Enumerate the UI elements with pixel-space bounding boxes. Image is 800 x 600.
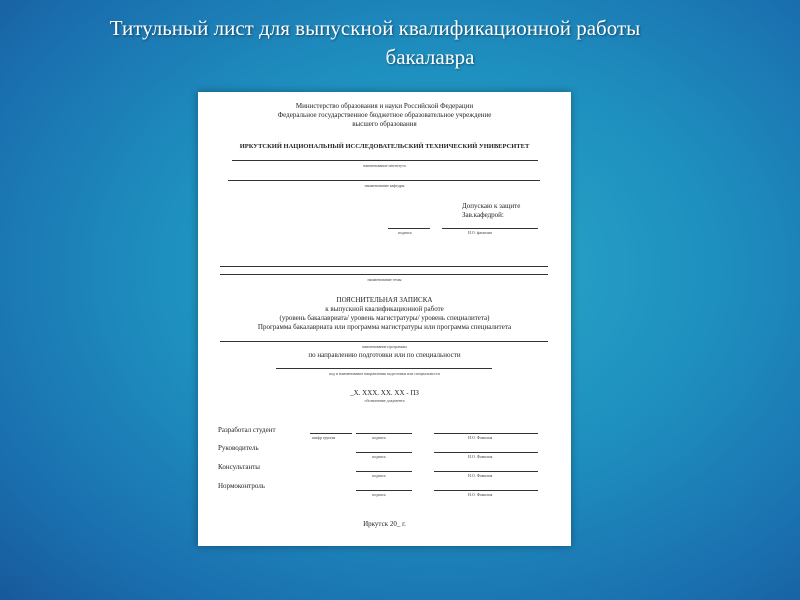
topic-line-1 [220,266,548,267]
signature-sign-line-4 [356,490,412,491]
signature-name-caption-2: И.О. Фамилия [468,454,493,459]
direction-line: по направлению подготовки или по специальности [308,351,461,359]
ministry-line-2: Федеральное государственное бюджетное образовательное учреждение [277,111,492,119]
department-line [228,180,540,181]
admit-name-line [442,228,538,229]
program-line [220,341,548,342]
direction-underline [276,368,492,369]
signature-sign-line-2 [356,452,412,453]
slide-title [0,14,800,72]
document-code: _Х. ХХХ. ХХ. ХХ - ПЗ [350,389,419,397]
signature-sign-line-3 [356,471,412,472]
group-caption: шифр группы [312,435,336,440]
signature-name-line-1 [434,433,538,434]
university-name: ИРКУТСКИЙ НАЦИОНАЛЬНЫЙ ИССЛЕДОВАТЕЛЬСКИЙ ТЕХНИЧЕСКИЙ УНИВЕРСИТЕТ [239,143,530,150]
department-caption: наименование кафедры [364,183,405,188]
signature-name-caption-3: И.О. Фамилия [468,473,493,478]
signature-sign-caption-3: подпись [372,473,386,478]
signature-sign-caption-4: подпись [372,492,386,497]
explanatory-note-line-3: (уровень бакалавриата/ уровень магистратуры/ уровень специалитета) [279,314,490,322]
explanatory-note-line-4: Программа бакалавриата или программа магистратуры или программа специалитета [257,323,512,331]
institute-caption: наименование института [363,163,406,168]
signature-name-line-3 [434,471,538,472]
signature-name-line-2 [434,452,538,453]
admit-sign-caption: подпись [398,230,412,235]
admit-sign-line [388,228,430,229]
signature-role-3: Консультанты [218,463,260,471]
city-year: Иркутск 20_ г. [363,520,406,528]
group-line [310,433,352,434]
signature-name-caption-1: И.О. Фамилия [468,435,493,440]
topic-line-2 [220,274,548,275]
explanatory-note-line-2: к выпускной квалификационной работе [325,305,444,313]
program-caption: наименование программы [362,344,407,349]
signature-role-4: Нормоконтроль [218,482,265,490]
signature-sign-caption-1: подпись [372,435,386,440]
slide-title-line2: бакалавра [385,45,475,69]
document-code-caption: обозначение документа [364,398,405,403]
signature-role-1: Разработал студент [218,426,276,434]
admit-name-caption: И.О. фамилия [468,230,492,235]
topic-caption: наименование темы [367,277,402,282]
signature-name-caption-4: И.О. Фамилия [468,492,493,497]
direction-caption: код и наименование направления подготовки или специальности [329,371,440,376]
head-of-department: Зав.кафедрой: [462,211,504,219]
slide-title-line1: Титульный лист для выпускной квалификационной работы [109,16,641,40]
explanatory-note-title: ПОЯСНИТЕЛЬНАЯ ЗАПИСКА [336,296,433,304]
title-page-document [198,92,571,546]
signature-role-2: Руководитель [218,444,259,452]
admit-to-defense: Допускаю к защите [462,202,521,210]
signature-sign-caption-2: подпись [372,454,386,459]
signature-name-line-4 [434,490,538,491]
ministry-line-3: высшего образования [352,120,417,128]
signature-sign-line-1 [356,433,412,434]
ministry-line-1: Министерство образования и науки Российской Федерации [295,102,474,110]
institute-line [232,160,538,161]
